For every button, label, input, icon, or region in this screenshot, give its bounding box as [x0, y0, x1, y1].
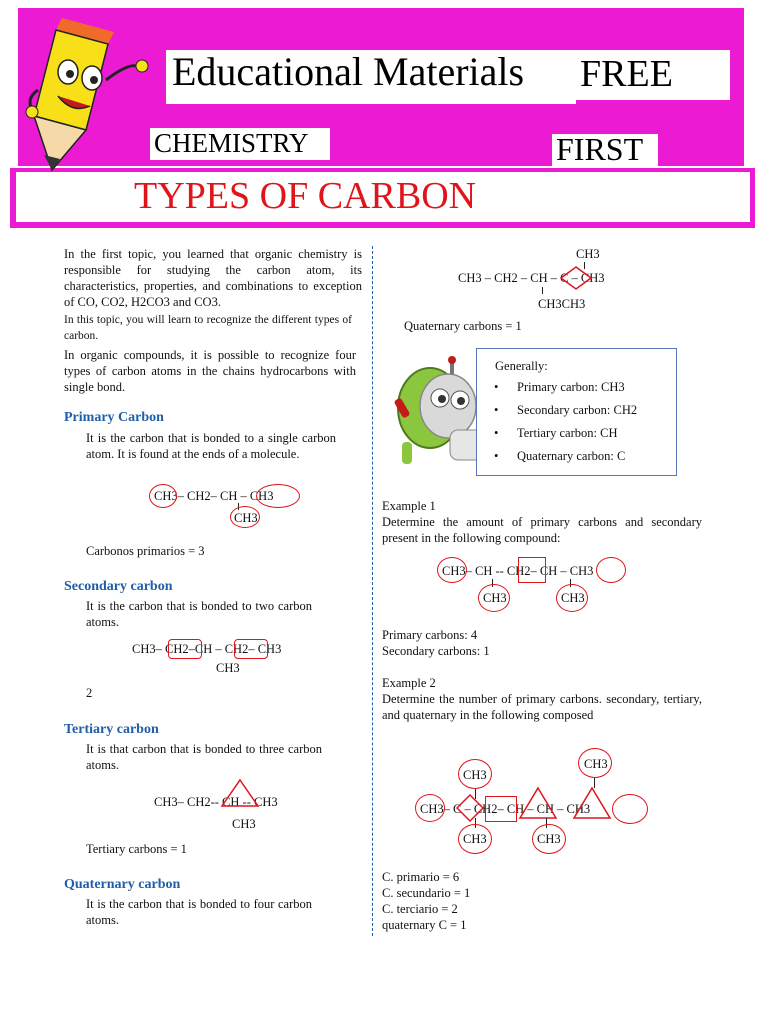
example2-formula: CH3– C – CH2– CH – CH – CH3 [420, 802, 591, 816]
example2-result-quaternary: quaternary C = 1 [382, 918, 467, 932]
marker-circle [478, 584, 510, 612]
free-badge: FREE [580, 53, 673, 95]
example2-result-secondary: C. secundario = 1 [382, 886, 471, 900]
generally-title: Generally: [495, 359, 548, 373]
marker-square [485, 796, 517, 822]
primary-branch: CH3 [234, 511, 258, 525]
tertiary-text: It is that carbon that is bonded to three carbon atoms. [86, 742, 322, 772]
intro-paragraph-1: In the first topic, you learned that organic chemistry is responsible for studying the carbon atom, its characteristics, properties, and combinations to exception of CO, CO2, H2CO3 and CO3. [64, 247, 362, 309]
primary-heading: Primary Carbon [64, 410, 164, 425]
marker-circle [149, 484, 177, 508]
marker-diamond [456, 794, 484, 822]
bullet: • [494, 449, 499, 463]
example1-formula: CH3– CH -- CH2– CH – CH3 [442, 564, 594, 578]
example1-branch-right: CH3 [561, 591, 585, 605]
generally-item-primary: Primary carbon: CH3 [517, 380, 625, 394]
marker-square [234, 639, 268, 659]
example1-result-secondary: Secondary carbons: 1 [382, 644, 490, 658]
secondary-text: It is the carbon that is bonded to two carbon atoms. [86, 599, 312, 629]
generally-item-quaternary: Quaternary carbon: C [517, 449, 626, 463]
marker-triangle [518, 786, 558, 820]
secondary-result: 2 [86, 686, 93, 700]
example2-top-left: CH3 [463, 768, 487, 782]
column-divider [372, 246, 373, 936]
quaternary-formula: CH3 – CH2 – CH – C – CH3 [458, 271, 605, 285]
primary-formula: CH3– CH2– CH – CH3 [154, 489, 274, 503]
marker-circle [458, 759, 492, 789]
bond-line [542, 287, 543, 294]
secondary-formula: CH3– CH2–CH – CH2– CH3 [132, 642, 282, 656]
marker-triangle [220, 778, 260, 808]
quaternary-result: Quaternary carbons = 1 [404, 319, 522, 333]
secondary-heading: Secondary carbon [64, 579, 173, 594]
example2-top-right: CH3 [584, 757, 608, 771]
bullet: • [494, 426, 499, 440]
marker-circle [458, 824, 492, 854]
generally-item-secondary: Secondary carbon: CH2 [517, 403, 638, 417]
example1-branch-left: CH3 [483, 591, 507, 605]
example1-label: Example 1 [382, 499, 436, 513]
topic-title: TYPES OF CARBON [134, 175, 477, 217]
intro-paragraph-3: In organic compounds, it is possible to recognize four types of carbon atoms in the chains hydrocarbons with single bond. [64, 348, 356, 394]
tertiary-branch: CH3 [232, 817, 256, 831]
quaternary-top: CH3 [576, 247, 600, 261]
intro-paragraph-2: In this topic, you will learn to recognize the different types of carbon. [64, 314, 352, 342]
quaternary-bottom: CH3CH3 [538, 297, 586, 311]
example2-result-primary: C. primario = 6 [382, 870, 460, 884]
secondary-branch: CH3 [216, 661, 240, 675]
marker-circle [596, 557, 626, 583]
tertiary-formula: CH3– CH2-- CH -- CH3 [154, 795, 278, 809]
example2-bottom-left: CH3 [463, 832, 487, 846]
example2-result-tertiary: C. terciario = 2 [382, 902, 458, 916]
marker-square [168, 639, 202, 659]
quaternary-text: It is the carbon that is bonded to four carbon atoms. [86, 897, 312, 927]
level-label: FIRST [556, 131, 644, 167]
page-title: Educational Materials [172, 49, 525, 94]
marker-circle [578, 748, 612, 778]
marker-circle [612, 794, 648, 824]
marker-circle [230, 506, 260, 528]
example1-result-primary: Primary carbons: 4 [382, 628, 478, 642]
marker-triangle [572, 786, 612, 820]
bullet: • [494, 380, 499, 394]
marker-diamond [560, 266, 592, 290]
tertiary-heading: Tertiary carbon [64, 722, 159, 737]
marker-circle [556, 584, 588, 612]
example1-text: Determine the amount of primary carbons and secondary present in the following compound: [382, 515, 702, 545]
bullet: • [494, 403, 499, 417]
subject-label: CHEMISTRY [154, 128, 309, 158]
primary-text: It is the carbon that is bonded to a single carbon atom. It is found at the ends of a molecule. [86, 431, 336, 461]
marker-square [518, 557, 546, 583]
marker-circle [532, 824, 566, 854]
tertiary-result: Tertiary carbons = 1 [86, 842, 187, 856]
primary-result: Carbonos primarios = 3 [86, 544, 205, 558]
marker-circle [256, 484, 300, 508]
quaternary-heading: Quaternary carbon [64, 877, 181, 892]
marker-circle [415, 794, 445, 822]
example2-label: Example 2 [382, 676, 436, 690]
marker-circle [437, 557, 467, 583]
example2-bottom-mid: CH3 [537, 832, 561, 846]
generally-item-tertiary: Tertiary carbon: CH [517, 426, 618, 440]
example2-text: Determine the number of primary carbons. secondary, tertiary, and quaternary in the following composed [382, 692, 702, 722]
